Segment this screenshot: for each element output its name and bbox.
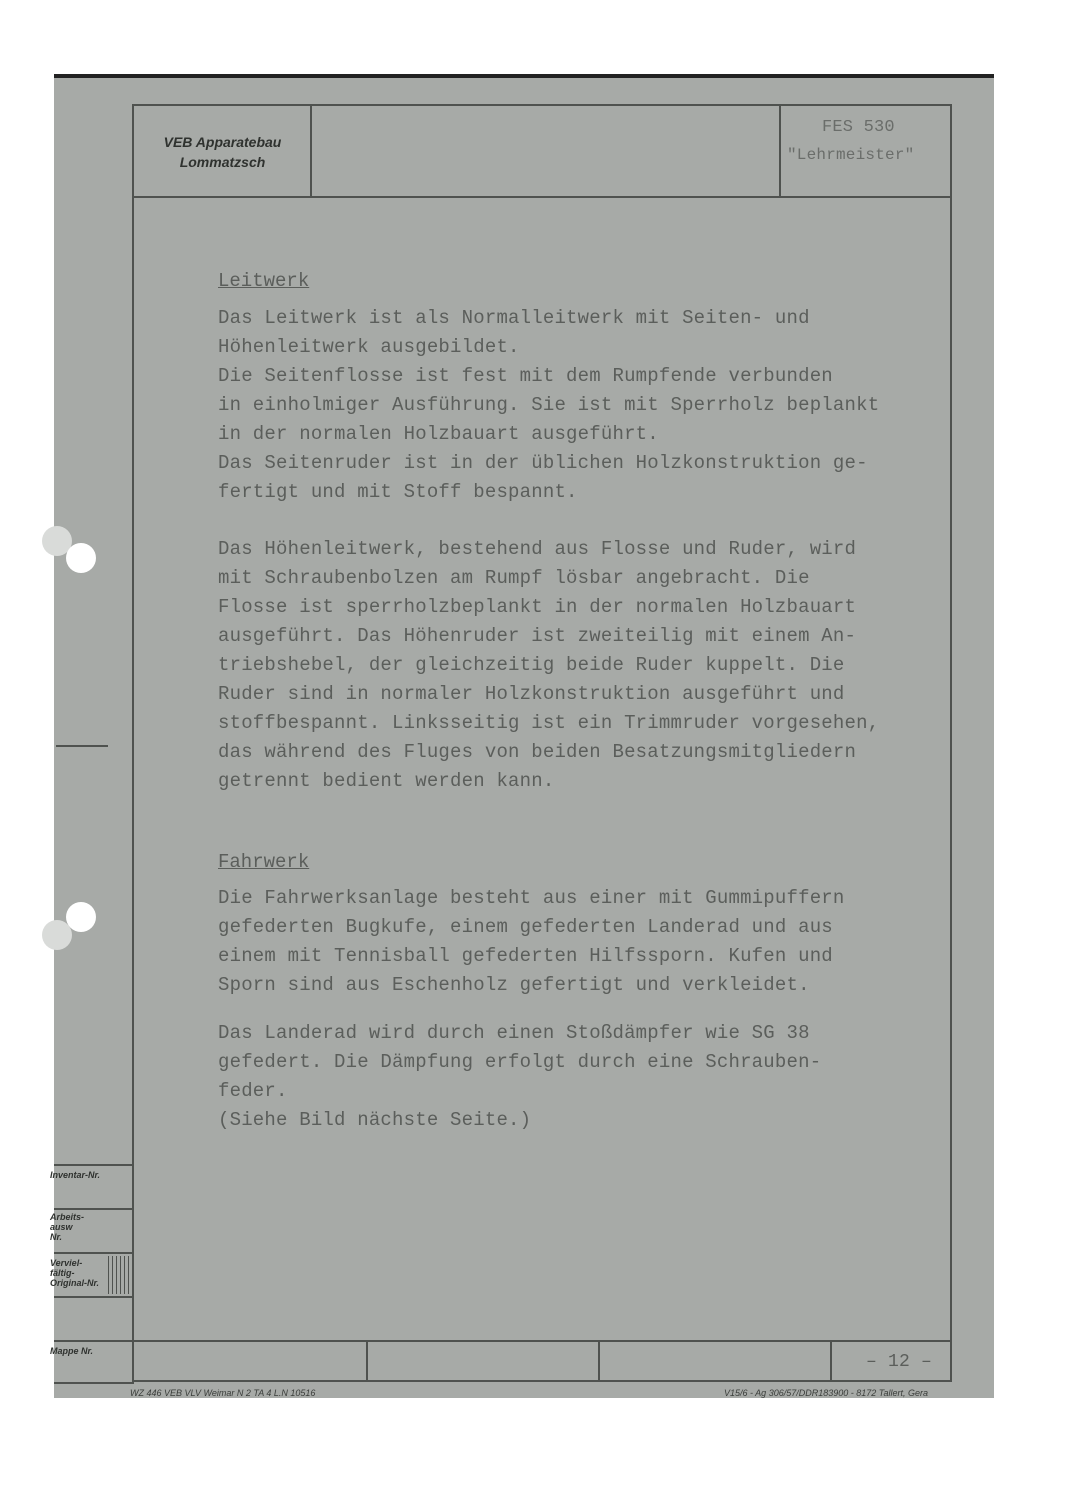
verviel-label [50, 1258, 99, 1288]
page-number: – 12 – [866, 1352, 933, 1372]
text-line: Flosse ist sperrholzbeplankt in der normalen Holzbauart [218, 596, 857, 618]
text-line: einem mit Tennisball gefederten Hilfssporn. Kufen und [218, 945, 833, 967]
arbeits-line: Nr. [50, 1232, 63, 1242]
text-line: Sporn sind aus Eschenholz gefertigt und verkleidet. [218, 974, 810, 996]
sheet-top-edge [54, 74, 994, 78]
text-line: fertigt und mit Stoff bespannt. [218, 481, 578, 503]
footer-print-left: WZ 446 VEB VLV Weimar N 2 TA 4 L.N 10516 [130, 1388, 316, 1398]
text-line: stoffbespannt. Linksseitig ist ein Trimmruder vorgesehen, [218, 712, 880, 734]
hatch-block [108, 1256, 130, 1294]
verviel-line: fältig- [50, 1268, 75, 1278]
company-line-2: Lommatzsch [179, 154, 266, 170]
text-line: (Siehe Bild nächste Seite.) [218, 1109, 532, 1131]
text-line: getrennt bedient werden kann. [218, 770, 555, 792]
section-heading-fahrwerk: Fahrwerk [218, 851, 310, 873]
side-rule [54, 1382, 134, 1384]
model-number: FES 530 [822, 118, 895, 137]
side-rule [54, 1164, 134, 1166]
text-line: Die Seitenflosse ist fest mit dem Rumpfende verbunden [218, 365, 833, 387]
company-name [140, 132, 305, 172]
text-line: mit Schraubenbolzen am Rumpf lösbar angebracht. Die [218, 567, 810, 589]
side-rule [54, 1296, 134, 1298]
verviel-line: Original-Nr. [50, 1278, 100, 1288]
text-line: triebshebel, der gleichzeitig beide Ruder kuppelt. Die [218, 654, 845, 676]
section-heading-leitwerk: Leitwerk [218, 270, 310, 292]
text-line: Das Höhenleitwerk, bestehend aus Flosse und Ruder, wird [218, 538, 857, 560]
text-line: in der normalen Holzbauart ausgeführt. [218, 423, 659, 445]
inventar-label: Inventar-Nr. [50, 1170, 101, 1180]
text-line: gefedert. Die Dämpfung erfolgt durch eine Schrauben- [218, 1051, 822, 1073]
footer-divider [366, 1340, 368, 1382]
footer-print-right: V15/6 - Ag 306/57/DDR183900 - 8172 Tallert, Gera [724, 1388, 928, 1398]
arbeits-line: ausw [50, 1222, 73, 1232]
arbeits-line: Arbeits- [50, 1212, 85, 1222]
model-nickname: "Lehrmeister" [787, 146, 915, 164]
verviel-line: Verviel- [50, 1258, 83, 1268]
header-divider-right [779, 104, 781, 197]
text-line: gefederten Bugkufe, einem gefederten Landerad und aus [218, 916, 833, 938]
text-line: Höhenleitwerk ausgebildet. [218, 336, 520, 358]
mappe-label: Mappe Nr. [50, 1346, 94, 1356]
punch-hole [66, 902, 96, 932]
header-divider-left [310, 104, 312, 197]
side-rule [54, 1208, 134, 1210]
margin-tick [56, 745, 108, 747]
punch-hole [66, 543, 96, 573]
arbeits-label [50, 1212, 84, 1242]
text-line: Die Fahrwerksanlage besteht aus einer mit Gummipuffern [218, 887, 845, 909]
text-line: ausgeführt. Das Höhenruder ist zweiteilig mit einem An- [218, 625, 857, 647]
text-line: Das Seitenruder ist in der üblichen Holzkonstruktion ge- [218, 452, 868, 474]
text-line: Das Landerad wird durch einen Stoßdämpfer wie SG 38 [218, 1022, 810, 1044]
text-line: Ruder sind in normaler Holzkonstruktion ausgeführt und [218, 683, 845, 705]
side-rule [54, 1252, 134, 1254]
header-bottom-rule [132, 196, 952, 198]
text-line: in einholmiger Ausführung. Sie ist mit Sperrholz beplankt [218, 394, 880, 416]
text-line: das während des Fluges von beiden Besatzungsmitgliedern [218, 741, 857, 763]
footer-divider [830, 1340, 832, 1382]
text-line: feder. [218, 1080, 288, 1102]
footer-divider [598, 1340, 600, 1382]
company-line-1: VEB Apparatebau [163, 134, 282, 150]
side-rule [54, 1340, 134, 1342]
text-line: Das Leitwerk ist als Normalleitwerk mit Seiten- und [218, 307, 810, 329]
footer-top-rule [132, 1340, 952, 1342]
